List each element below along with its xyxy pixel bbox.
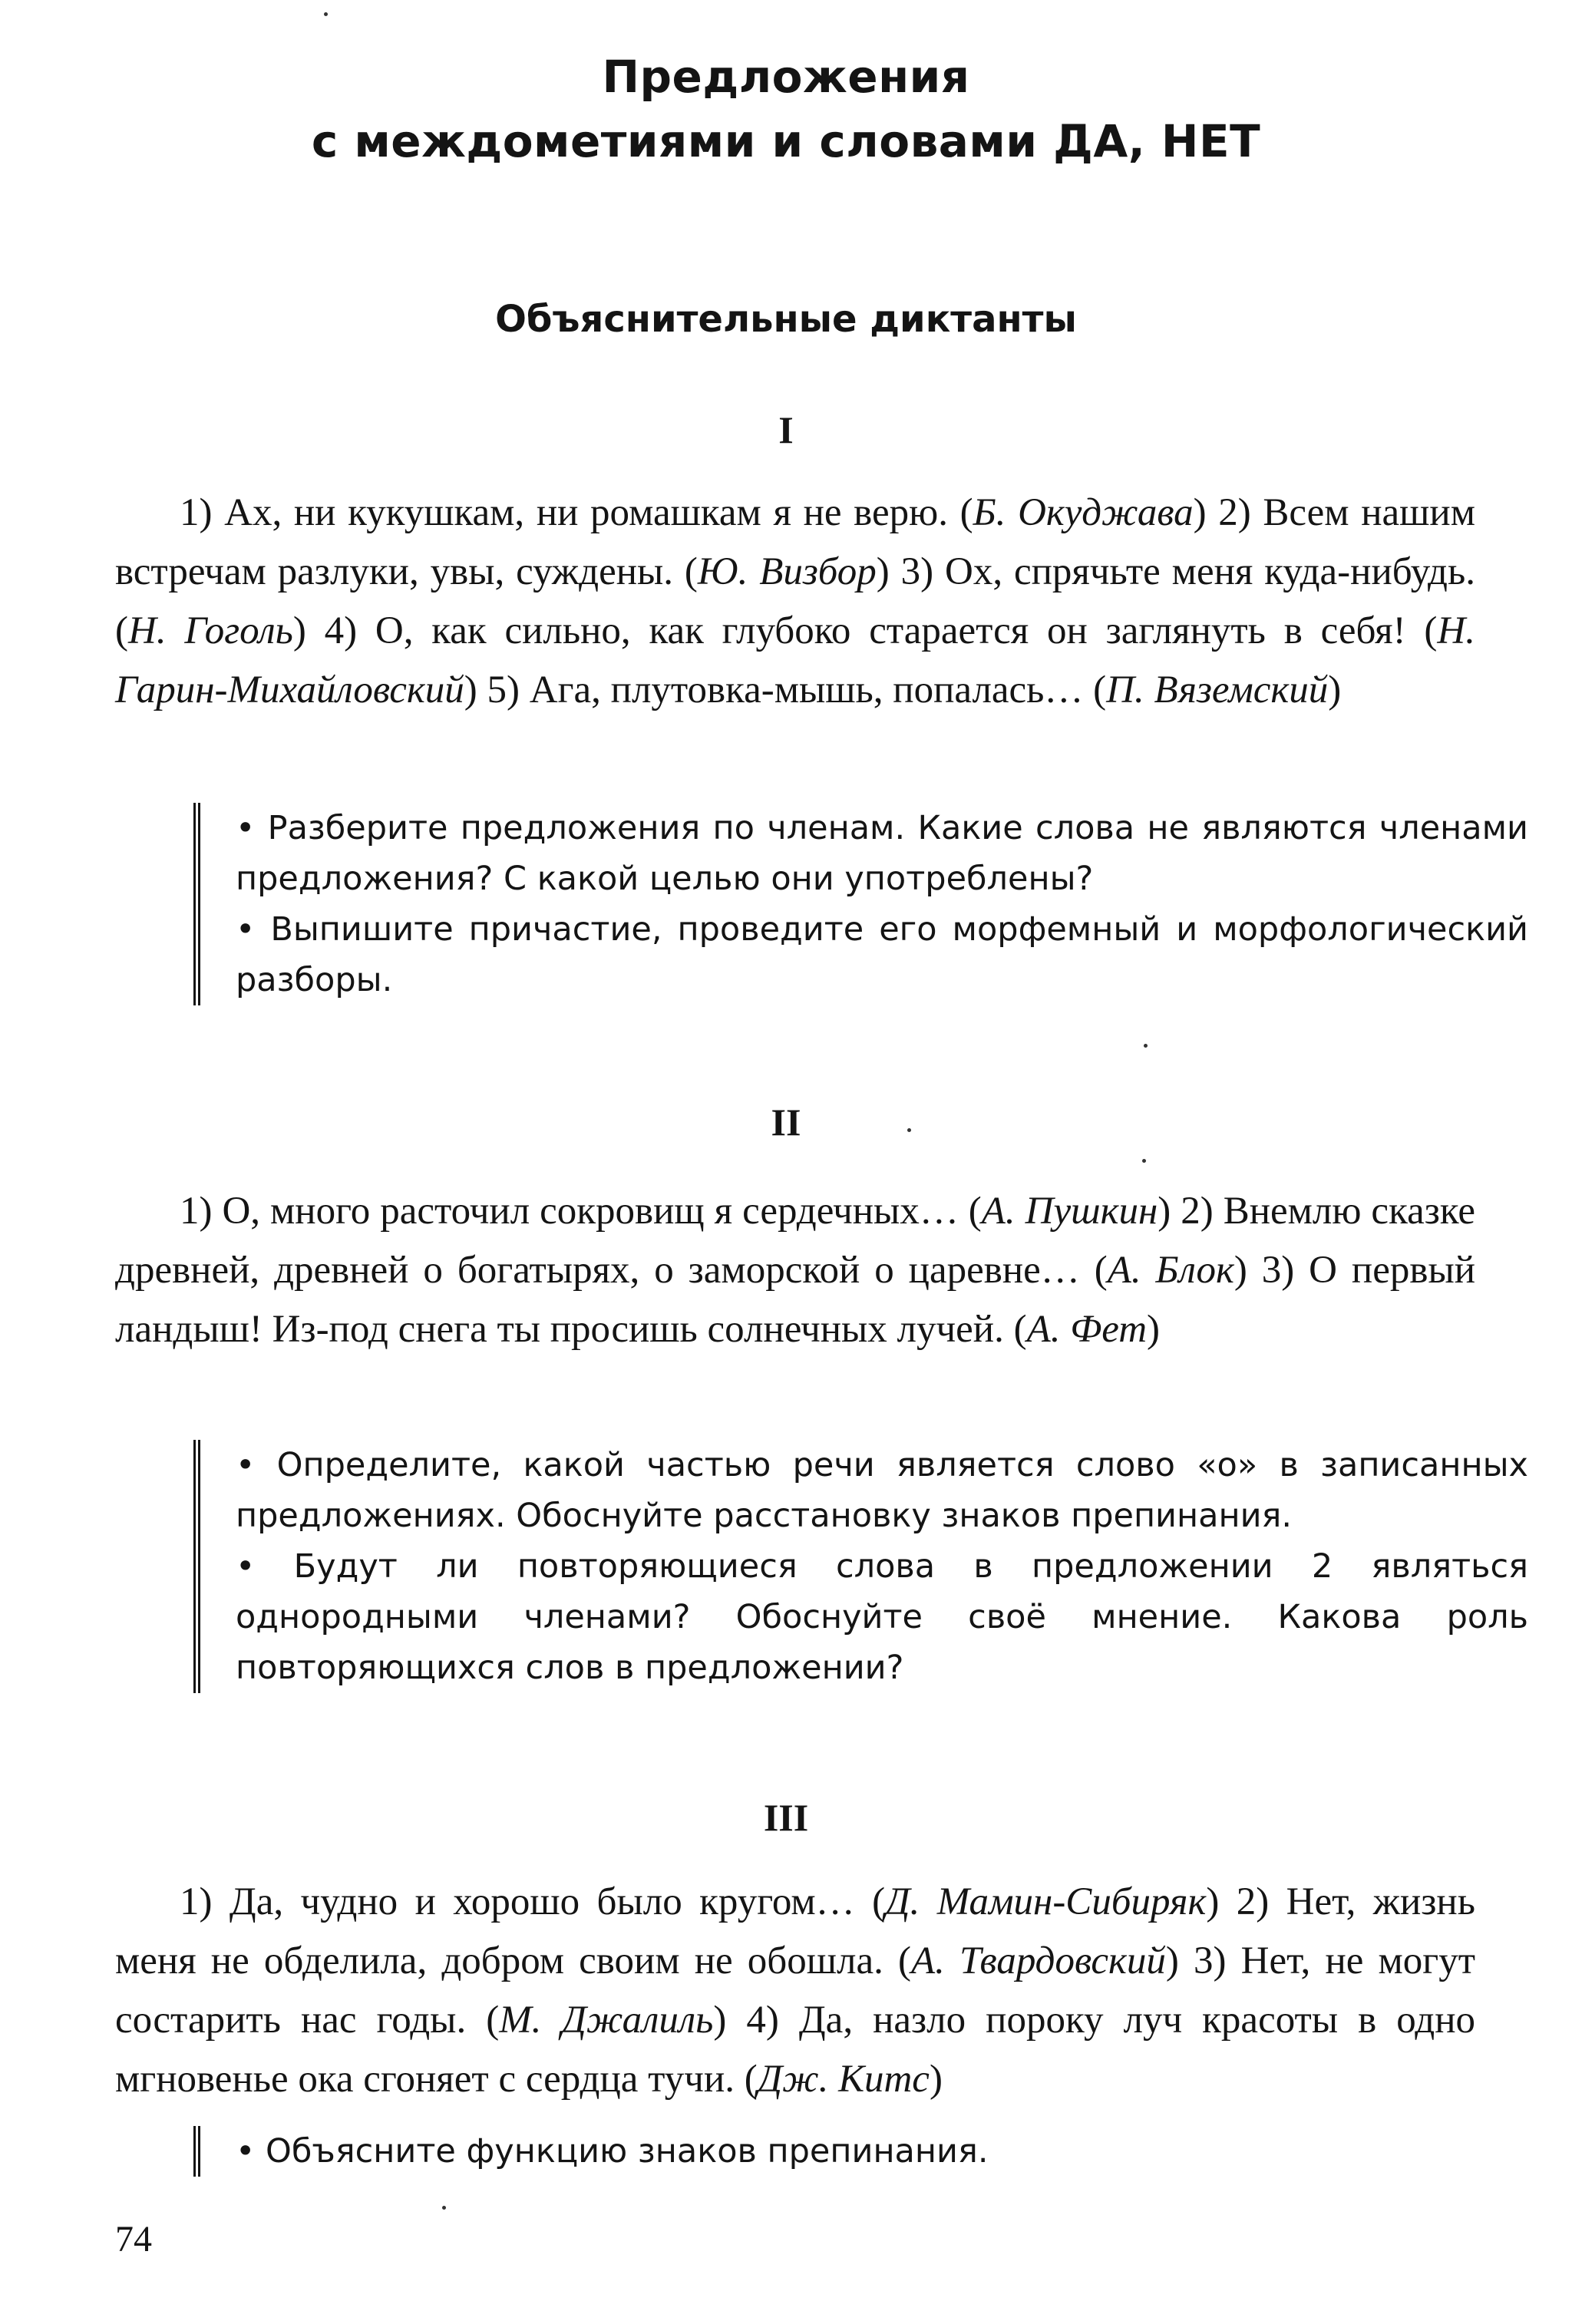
text-run: ) 3) Нет, не могут состарить нас годы. ( xyxy=(115,1939,1475,2042)
print-speck xyxy=(907,1128,911,1132)
exercise-text xyxy=(115,1182,1475,1359)
author-citation: Н. Гоголь xyxy=(127,609,293,652)
text-run: ) xyxy=(1147,1308,1161,1351)
author-citation: А. Фет xyxy=(1026,1308,1148,1351)
text-run: ) xyxy=(929,2058,943,2101)
exercise-text xyxy=(115,1873,1475,2109)
exercise-tasks xyxy=(193,2126,1528,2177)
text-run: ) 3) О первый ландыш! Из-под снега ты просишь солнечных лучей. ( xyxy=(115,1249,1475,1351)
text-run: 1) О, много расточил сокровищ я сердечных… ( xyxy=(180,1190,982,1233)
author-citation: М. Джалиль xyxy=(499,1999,714,2042)
exercise-numeral: II xyxy=(771,1101,801,1144)
print-speck xyxy=(324,12,328,16)
exercise-text xyxy=(115,484,1475,720)
text-run: ) 4) Да, назло пороку луч красоты в одно мгновенье ока сгоняет с сердца тучи. ( xyxy=(115,1999,1475,2101)
task-item: • Объясните функцию знаков препинания. xyxy=(236,2132,989,2170)
print-speck xyxy=(442,2206,446,2210)
exercise-tasks xyxy=(193,1440,1528,1693)
text-run: 1) Ах, ни кукушкам, ни ромашкам я не верю. ( xyxy=(180,491,973,534)
author-citation: А. Пушкин xyxy=(981,1190,1158,1233)
task-item: • Будут ли повторяющиеся слова в предложении 2 являться однородными членами? Обоснуйте своё мнение. Какова роль повторяющихся слов в предложении? xyxy=(236,1547,1528,1687)
print-speck xyxy=(1142,1159,1146,1163)
author-citation: П. Вяземский xyxy=(1106,668,1329,711)
task-item: • Определите, какой частью речи является слово «о» в записанных предложениях. Обоснуйте расстановку знаков препинания. xyxy=(236,1446,1528,1535)
author-citation: Ю. Визбор xyxy=(697,550,877,593)
text-run: ) 2) Нет, жизнь меня не обделила, добром своим не обошла. ( xyxy=(115,1880,1475,1982)
author-citation: Дж. Китс xyxy=(757,2058,930,2101)
exercise-tasks xyxy=(193,803,1528,1005)
exercise-numeral: I xyxy=(778,408,794,451)
exercise-numeral: III xyxy=(763,1796,809,1839)
text-run: 1) Да, чудно и хорошо было кругом… ( xyxy=(180,1880,886,1923)
text-run: ) 2) Внемлю сказке древней, древней о богатырях, о заморской о царевне… ( xyxy=(115,1190,1475,1292)
task-item: • Выпишите причастие, проведите его морфемный и морфологический разборы. xyxy=(236,910,1528,999)
author-citation: А. Блок xyxy=(1107,1249,1234,1292)
text-run: ) 5) Ага, плутовка-мышь, попалась… ( xyxy=(464,668,1107,711)
author-citation: Д. Мамин-Сибиряк xyxy=(885,1880,1207,1923)
text-run: ) 2) Всем нашим встречам разлуки, увы, суждены. ( xyxy=(115,491,1475,593)
chapter-title-line-1: Предложения xyxy=(602,51,970,103)
print-speck xyxy=(1144,1044,1148,1048)
text-run: ) 4) О, как сильно, как глубоко старается он заглянуть в себя! ( xyxy=(292,609,1438,652)
text-run: ) xyxy=(1328,668,1342,711)
chapter-title-line-2: с междометиями и словами ДА, НЕТ xyxy=(311,115,1261,167)
section-heading: Объяснительные диктанты xyxy=(495,298,1077,341)
page-number: 74 xyxy=(115,2219,152,2260)
author-citation: Н. Гарин-Михайловский xyxy=(115,609,1475,711)
author-citation: А. Твардовский xyxy=(910,1939,1166,1982)
author-citation: Б. Окуджава xyxy=(973,491,1194,534)
text-run: ) 3) Ох, спрячьте меня куда-нибудь. ( xyxy=(115,550,1475,652)
task-item: • Разберите предложения по членам. Какие слова не являются членами предложения? С какой целью они употреблены? xyxy=(236,809,1528,898)
